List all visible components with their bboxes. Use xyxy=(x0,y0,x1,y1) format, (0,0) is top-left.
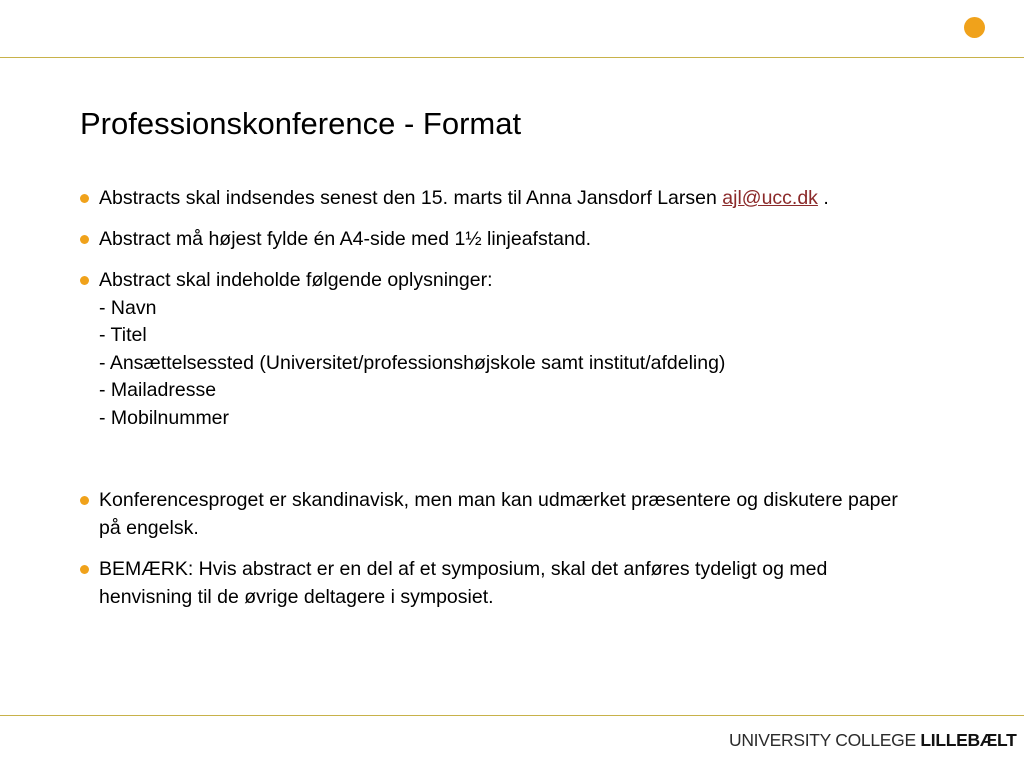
required-info-heading: Abstract skal indeholde følgende oplysninger: xyxy=(99,269,493,291)
bullet-dot-icon xyxy=(80,565,89,574)
language-text-line: Konferencesproget er skandinavisk, men man kan udmærket præsentere og diskutere paper xyxy=(99,489,898,511)
footer-brand-regular: UNIVERSITY COLLEGE xyxy=(729,730,921,750)
page-limit-text: Abstract må højest fylde én A4-side med 1½ linjeafstand. xyxy=(99,228,592,250)
slide-title: Professionskonference - Format xyxy=(80,106,522,141)
symposium-note-line: henvisning til de øvrige deltagere i symposiet. xyxy=(99,585,494,608)
bullet-dot-icon xyxy=(80,235,89,244)
email-link[interactable]: ajl@ucc.dk xyxy=(722,187,818,209)
bullet-dot-icon xyxy=(80,194,89,203)
bottom-divider xyxy=(0,715,1024,716)
bullet-required-info xyxy=(80,267,950,432)
footer-brand-bold: LILLEBÆLT xyxy=(920,730,1017,750)
required-info-item: - Titel xyxy=(99,324,147,346)
language-text-line: på engelsk. xyxy=(99,516,199,539)
deadline-text-end: . xyxy=(817,187,829,209)
deadline-text: Abstracts skal indsendes senest den 15. marts til Anna Jansdorf Larsen xyxy=(99,187,723,209)
footer-logo xyxy=(729,730,1017,750)
top-divider xyxy=(0,57,1024,58)
required-info-item: - Mobilnummer xyxy=(99,406,230,429)
required-info-item: - Navn xyxy=(99,296,157,319)
required-info-item: - Mailadresse xyxy=(99,379,217,401)
bullet-language xyxy=(80,487,950,542)
corner-accent-dot xyxy=(964,17,985,38)
bullet-dot-icon xyxy=(80,276,89,285)
required-info-item: - Ansættelsessted (Universitet/professionshøjskole samt institut/afdeling) xyxy=(99,351,726,374)
symposium-note-line: BEMÆRK: Hvis abstract er en del af et symposium, skal det anføres tydeligt og med xyxy=(99,558,828,580)
bullet-symposium-note xyxy=(80,556,950,611)
bullet-deadline xyxy=(80,185,950,213)
bullet-page-limit xyxy=(80,226,950,254)
bullet-dot-icon xyxy=(80,496,89,505)
